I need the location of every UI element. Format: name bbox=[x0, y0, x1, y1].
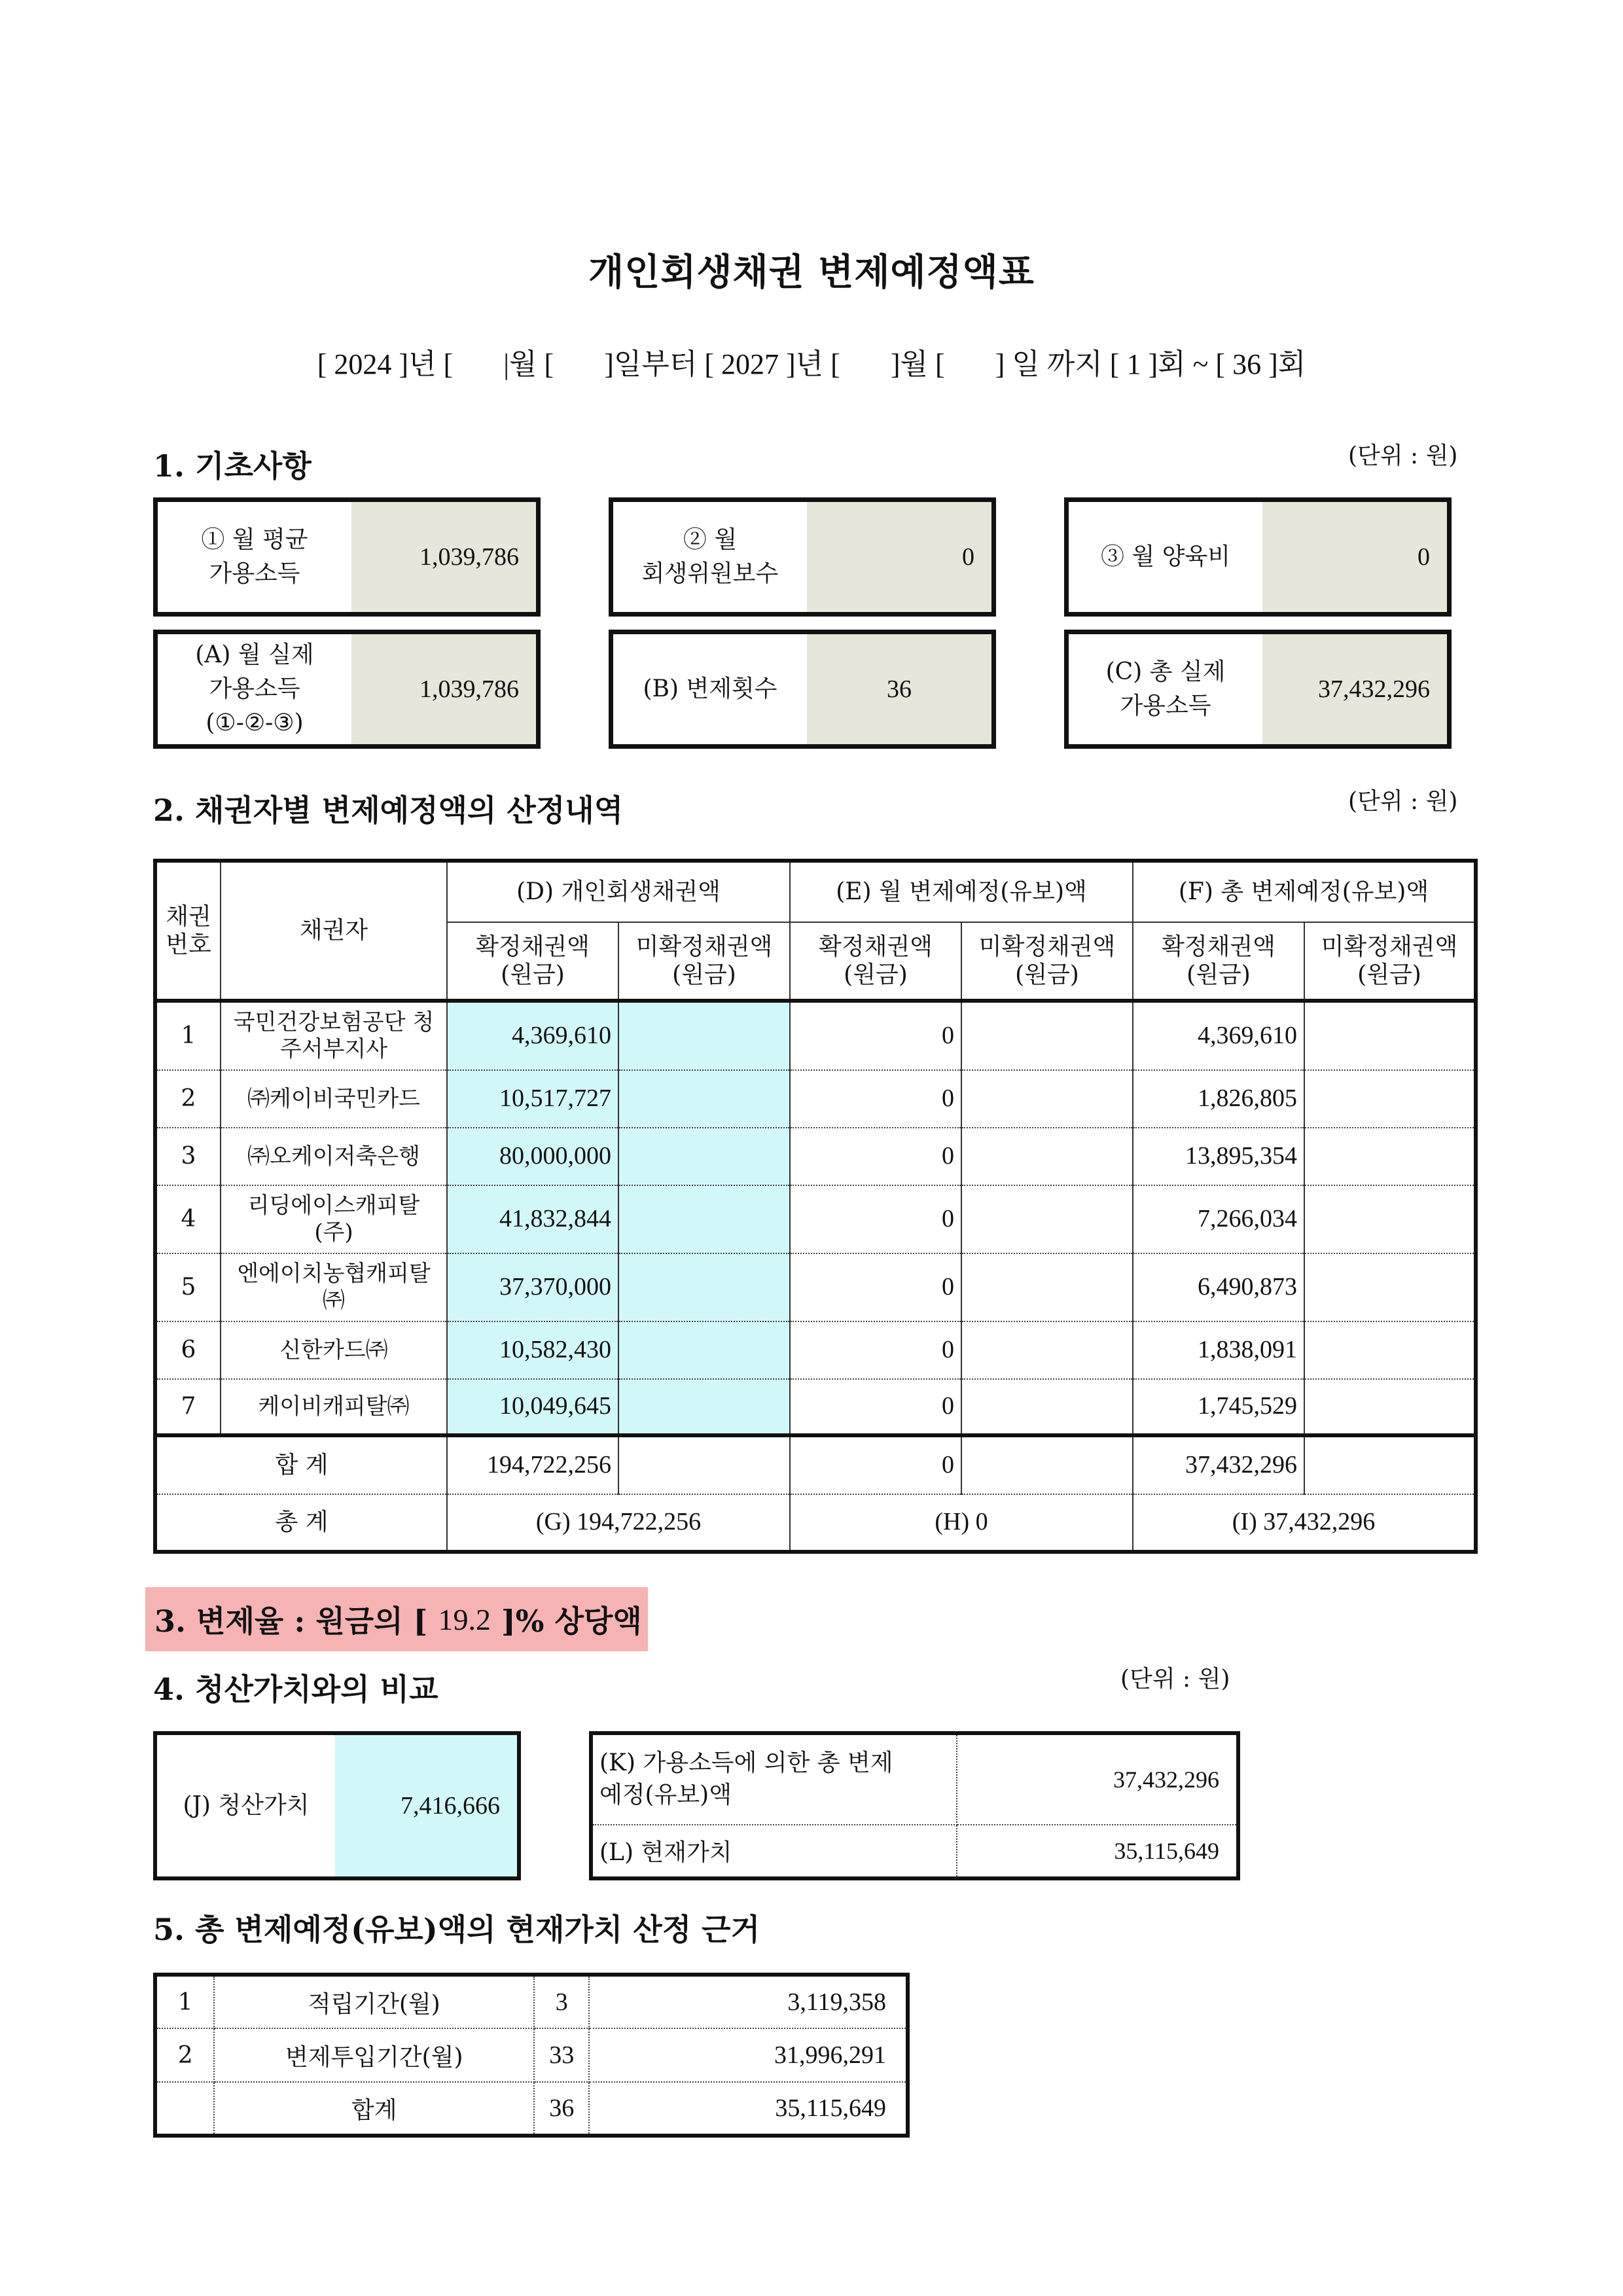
col-header-e-confirmed: 확정채권액 (원금) bbox=[790, 922, 961, 1001]
row-months: 33 bbox=[534, 2028, 589, 2082]
repayment-count-label: (B) 변제횟수 bbox=[613, 634, 807, 744]
table-row bbox=[155, 1253, 1476, 1321]
l-row bbox=[591, 1825, 1238, 1878]
section2-heading: 2. 채권자별 변제예정액의 산정내역 bbox=[153, 793, 624, 828]
table-row bbox=[155, 2028, 908, 2082]
col-header-d-confirmed: 확정채권액 (원금) bbox=[447, 922, 618, 1001]
section1-unit: (단위 : 원) bbox=[1348, 442, 1458, 469]
total-income-label: (C) 총 실제 가용소득 bbox=[1069, 634, 1262, 744]
l-label: (L) 현재가치 bbox=[591, 1825, 957, 1878]
row-f-confirmed: 6,490,873 bbox=[1133, 1253, 1304, 1321]
row-d-confirmed: 10,049,645 bbox=[447, 1379, 618, 1435]
row-f-unconfirmed bbox=[1304, 1070, 1476, 1128]
section2-unit: (단위 : 원) bbox=[1348, 788, 1458, 815]
row-label: 적립기간(월) bbox=[214, 1975, 534, 2028]
row-d-confirmed: 4,369,610 bbox=[447, 1001, 618, 1070]
section5-heading: 5. 총 변제예정(유보)액의 현재가치 산정 근거 bbox=[153, 1912, 760, 1947]
liquidation-value-label: (J) 청산가치 bbox=[157, 1735, 335, 1876]
to-round: 36 bbox=[1232, 348, 1262, 380]
row-no: 3 bbox=[155, 1128, 221, 1185]
row-d-unconfirmed bbox=[618, 1253, 790, 1321]
row-f-unconfirmed bbox=[1304, 1253, 1476, 1321]
subtotal-f-confirmed: 37,432,296 bbox=[1133, 1435, 1304, 1494]
rate-suffix: ]% 상당액 bbox=[490, 1604, 642, 1639]
comparison-table bbox=[589, 1731, 1240, 1880]
row-e-confirmed: 0 bbox=[790, 1321, 961, 1379]
table-row bbox=[155, 1321, 1476, 1379]
row-f-unconfirmed bbox=[1304, 1128, 1476, 1185]
actual-income-label: (A) 월 실제 가용소득 (①-②-③) bbox=[158, 634, 351, 744]
row-e-confirmed: 0 bbox=[790, 1379, 961, 1435]
row-label: 합계 bbox=[214, 2082, 534, 2136]
row-f-confirmed: 13,895,354 bbox=[1133, 1128, 1304, 1185]
child-support-label: ③ 월 양육비 bbox=[1069, 502, 1262, 612]
period-line: [ 2024 ]년 [ |월 [ ]일부터 [ 2027 ]년 [ ]월 [ ] 일 까지 [ 1 ]회 ~ [ 36 ]회 bbox=[317, 348, 1306, 380]
subtotal-row bbox=[155, 1435, 1476, 1494]
row-f-confirmed: 1,838,091 bbox=[1133, 1321, 1304, 1379]
row-d-confirmed: 10,517,727 bbox=[447, 1070, 618, 1128]
row-no: 2 bbox=[155, 2028, 214, 2082]
row-f-unconfirmed bbox=[1304, 1001, 1476, 1070]
start-year: 2024 bbox=[334, 348, 392, 380]
col-header-creditor: 채권자 bbox=[221, 861, 447, 1001]
trustee-fee-label: ② 월 회생위원보수 bbox=[613, 502, 807, 612]
row-d-confirmed: 80,000,000 bbox=[447, 1128, 618, 1185]
repayment-rate-banner bbox=[145, 1587, 648, 1651]
col-header-f-confirmed: 확정채권액 (원금) bbox=[1133, 922, 1304, 1001]
trustee-fee-box bbox=[609, 497, 996, 617]
section4-unit: (단위 : 원) bbox=[1120, 1666, 1230, 1693]
row-d-confirmed: 41,832,844 bbox=[447, 1185, 618, 1253]
row-no: 5 bbox=[155, 1253, 221, 1321]
trustee-fee-value: 0 bbox=[807, 502, 991, 612]
repayment-rate: 19.2 bbox=[438, 1602, 491, 1636]
k-value: 37,432,296 bbox=[957, 1733, 1238, 1825]
row-creditor: 신한카드㈜ bbox=[221, 1321, 447, 1379]
col-header-f: (F) 총 변제예정(유보)액 bbox=[1133, 861, 1476, 922]
grand-total-label: 총 계 bbox=[155, 1494, 447, 1552]
row-e-unconfirmed bbox=[961, 1253, 1133, 1321]
subtotal-label: 합 계 bbox=[155, 1435, 447, 1494]
row-d-unconfirmed bbox=[618, 1001, 790, 1070]
row-d-unconfirmed bbox=[618, 1070, 790, 1128]
row-f-unconfirmed bbox=[1304, 1321, 1476, 1379]
row-e-confirmed: 0 bbox=[790, 1253, 961, 1321]
section1-heading: 1. 기초사항 bbox=[153, 448, 312, 484]
col-header-e-unconfirmed: 미확정채권액 (원금) bbox=[961, 922, 1133, 1001]
from-round: 1 bbox=[1126, 348, 1141, 380]
grand-total-h: (H) 0 bbox=[790, 1494, 1133, 1552]
grand-total-g: (G) 194,722,256 bbox=[447, 1494, 790, 1552]
row-no: 4 bbox=[155, 1185, 221, 1253]
k-label: (K) 가용소득에 의한 총 변제 예정(유보)액 bbox=[591, 1733, 957, 1825]
row-d-confirmed: 10,582,430 bbox=[447, 1321, 618, 1379]
row-d-unconfirmed bbox=[618, 1321, 790, 1379]
row-amount: 31,996,291 bbox=[589, 2028, 908, 2082]
row-f-unconfirmed bbox=[1304, 1185, 1476, 1253]
row-creditor: ㈜케이비국민카드 bbox=[221, 1070, 447, 1128]
document-title: 개인회생채권 변제예정액표 bbox=[588, 251, 1035, 294]
table-row bbox=[155, 1185, 1476, 1253]
table-row bbox=[155, 2082, 908, 2136]
row-creditor: 리딩에이스캐피탈 (주) bbox=[221, 1185, 447, 1253]
row-amount: 3,119,358 bbox=[589, 1975, 908, 2028]
avg-income-label: ① 월 평균 가용소득 bbox=[158, 502, 351, 612]
grand-total-row bbox=[155, 1494, 1476, 1552]
row-label: 변제투입기간(월) bbox=[214, 2028, 534, 2082]
row-e-unconfirmed bbox=[961, 1321, 1133, 1379]
table-row bbox=[155, 1379, 1476, 1435]
row-e-confirmed: 0 bbox=[790, 1001, 961, 1070]
col-header-d-unconfirmed: 미확정채권액 (원금) bbox=[618, 922, 790, 1001]
table-row bbox=[155, 1001, 1476, 1070]
total-income-box bbox=[1064, 630, 1452, 749]
row-amount: 35,115,649 bbox=[589, 2082, 908, 2136]
k-row bbox=[591, 1733, 1238, 1825]
child-support-value: 0 bbox=[1262, 502, 1447, 612]
creditor-table bbox=[153, 859, 1478, 1554]
repayment-count-box bbox=[609, 630, 996, 749]
table-row bbox=[155, 1975, 908, 2028]
row-e-confirmed: 0 bbox=[790, 1070, 961, 1128]
row-no: 7 bbox=[155, 1379, 221, 1435]
row-no bbox=[155, 2082, 214, 2136]
l-value: 35,115,649 bbox=[957, 1825, 1238, 1878]
total-income-value: 37,432,296 bbox=[1262, 634, 1447, 744]
row-creditor: ㈜오케이저축은행 bbox=[221, 1128, 447, 1185]
row-months: 3 bbox=[534, 1975, 589, 2028]
row-no: 6 bbox=[155, 1321, 221, 1379]
end-year: 2027 bbox=[721, 348, 779, 380]
section4-heading: 4. 청산가치와의 비교 bbox=[153, 1672, 438, 1707]
row-d-confirmed: 37,370,000 bbox=[447, 1253, 618, 1321]
liquidation-value-box bbox=[153, 1731, 521, 1880]
present-value-table bbox=[153, 1973, 910, 2138]
header-row-1 bbox=[155, 861, 1476, 922]
rate-prefix: 3. 변제율 : 원금의 [ bbox=[154, 1604, 438, 1639]
subtotal-d-confirmed: 194,722,256 bbox=[447, 1435, 618, 1494]
row-f-confirmed: 1,826,805 bbox=[1133, 1070, 1304, 1128]
row-creditor: 케이비캐피탈㈜ bbox=[221, 1379, 447, 1435]
col-header-no: 채권 번호 bbox=[155, 861, 221, 1001]
actual-income-value: 1,039,786 bbox=[351, 634, 536, 744]
row-f-confirmed: 7,266,034 bbox=[1133, 1185, 1304, 1253]
liquidation-value: 7,416,666 bbox=[335, 1735, 517, 1876]
row-d-unconfirmed bbox=[618, 1128, 790, 1185]
col-header-e: (E) 월 변제예정(유보)액 bbox=[790, 861, 1133, 922]
child-support-box bbox=[1064, 497, 1452, 617]
row-f-unconfirmed bbox=[1304, 1379, 1476, 1435]
row-e-unconfirmed bbox=[961, 1128, 1133, 1185]
grand-total-i: (I) 37,432,296 bbox=[1133, 1494, 1476, 1552]
avg-income-value: 1,039,786 bbox=[351, 502, 536, 612]
row-creditor: 엔에이치농협캐피탈 ㈜ bbox=[221, 1253, 447, 1321]
row-d-unconfirmed bbox=[618, 1379, 790, 1435]
col-header-f-unconfirmed: 미확정채권액 (원금) bbox=[1304, 922, 1476, 1001]
row-f-confirmed: 1,745,529 bbox=[1133, 1379, 1304, 1435]
row-f-confirmed: 4,369,610 bbox=[1133, 1001, 1304, 1070]
row-e-unconfirmed bbox=[961, 1185, 1133, 1253]
row-e-unconfirmed bbox=[961, 1379, 1133, 1435]
row-no: 1 bbox=[155, 1975, 214, 2028]
subtotal-e-confirmed: 0 bbox=[790, 1435, 961, 1494]
actual-income-box bbox=[153, 630, 541, 749]
avg-income-box bbox=[153, 497, 541, 617]
table-row bbox=[155, 1128, 1476, 1185]
repayment-count-value: 36 bbox=[807, 634, 991, 744]
row-e-unconfirmed bbox=[961, 1070, 1133, 1128]
row-creditor: 국민건강보험공단 청 주서부지사 bbox=[221, 1001, 447, 1070]
row-e-confirmed: 0 bbox=[790, 1185, 961, 1253]
row-d-unconfirmed bbox=[618, 1185, 790, 1253]
row-no: 1 bbox=[155, 1001, 221, 1070]
col-header-d: (D) 개인회생채권액 bbox=[447, 861, 790, 922]
row-no: 2 bbox=[155, 1070, 221, 1128]
row-e-confirmed: 0 bbox=[790, 1128, 961, 1185]
table-row bbox=[155, 1070, 1476, 1128]
row-e-unconfirmed bbox=[961, 1001, 1133, 1070]
row-months: 36 bbox=[534, 2082, 589, 2136]
